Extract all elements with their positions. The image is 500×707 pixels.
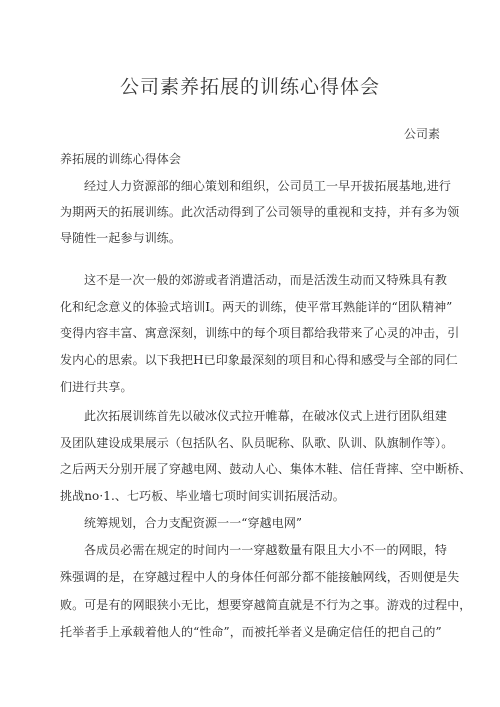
text-line: 挑战no·1.、七巧板、毕业墙七项时间实训拓展活动。 [60, 489, 345, 503]
text-line: 化和纪念意义的体验式培训I。两天的训练，使平常耳熟能详的“团队精神” [60, 300, 453, 314]
text-line: 变得内容丰富、寓意深刻，训练中的每个项目都给我带来了心灵的冲击，引 [60, 326, 460, 340]
text-line: 各成员必需在规定的时间内一一穿越数量有限且大小不一的网眼，特 [84, 543, 448, 557]
text-line: 之后两天分别开展了穿越电网、鼓动人心、集体木鞋、信任背摔、空中断桥、 [60, 462, 472, 476]
text-line: 导随性一起参与训练。 [60, 231, 182, 245]
text-line: 养拓展的训练心得体会 [60, 152, 182, 166]
text-line: 此次拓展训练首先以破冰仪式拉开帷幕，在破冰仪式上进行团队组建 [84, 409, 448, 423]
section-heading: 统筹规划，合力支配资源一一“穿越电网” [84, 516, 303, 530]
header-right-text: 公司素 [403, 127, 440, 141]
page-title: 公司素养拓展的训练心得体会 [119, 76, 380, 98]
text-line: 及团队建设成果展示（包括队名、队员昵称、队歌、队训、队旗制作等）。 [60, 436, 454, 450]
text-line: 为期两天的拓展训练。此次活动得到了公司领导的重视和支持，并有多为领 [60, 205, 460, 219]
text-line: 们进行共享。 [60, 380, 133, 394]
text-line: 发内心的思索。以下我把H已印象最深刻的项目和心得和感受与全部的同仁 [60, 353, 458, 367]
text-line: 这不是一次一般的郊游或者消遣活动，而是活泼生动而又特殊具有教 [84, 273, 448, 287]
text-line: 经过人力资源部的细心策划和组织，公司员工一早开拔拓展基地,进行 [84, 179, 451, 193]
text-line: 托举者手上承载着他人的“性命”，而被托举者义是确定信任的把自己的” [60, 625, 442, 639]
text-line: 殊强调的是，在穿越过程中人的身体任何部分都不能接触网线，否则便是失 [60, 570, 460, 584]
text-line: 败。可是有的网眼狭小无比，想要穿越简直就是不行为之事。游戏的过程中， [60, 598, 472, 612]
